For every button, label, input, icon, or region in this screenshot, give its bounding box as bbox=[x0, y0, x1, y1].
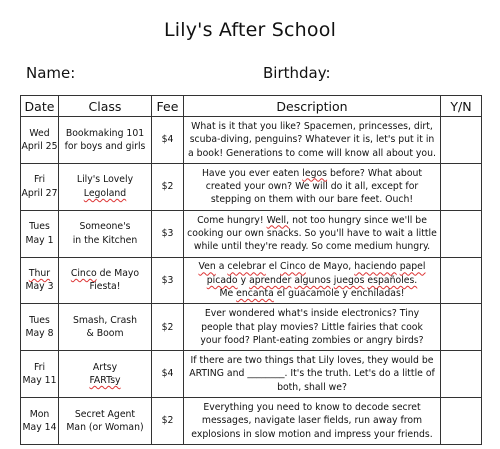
yn-checkbox-cell[interactable] bbox=[441, 163, 482, 210]
description-cell-line: cooking our own snacks. So you'll have to wait a little bbox=[187, 227, 437, 239]
date-cell-line: Wed bbox=[29, 127, 50, 139]
date-cell bbox=[21, 257, 59, 304]
description-cell-line: picado y aprender algunos juegos españoles. bbox=[206, 274, 418, 286]
name-label: Name: bbox=[26, 64, 76, 82]
description-cell-line: What is it that you like? Spacemen, princesses, dirt, bbox=[191, 120, 433, 132]
description-cell-line: scuba-diving, penguins? Whatever it is, let's put it in bbox=[189, 134, 435, 146]
description-cell bbox=[184, 304, 441, 351]
class-cell-line: Smash, Crash bbox=[72, 314, 138, 326]
fee-cell: $3 bbox=[152, 210, 184, 257]
yn-checkbox-cell[interactable] bbox=[441, 304, 482, 351]
description-cell bbox=[184, 398, 441, 445]
yn-checkbox-cell[interactable] bbox=[441, 210, 482, 257]
class-cell bbox=[59, 163, 152, 210]
description-cell-line: Everything you need to know to decode secret bbox=[203, 401, 421, 413]
date-cell-line: May 1 bbox=[25, 234, 54, 246]
date-cell-line: May 14 bbox=[22, 422, 57, 434]
date-cell-line: May 3 bbox=[25, 281, 54, 293]
date-cell-line: Tues bbox=[29, 221, 50, 233]
date-cell-line: May 8 bbox=[25, 328, 54, 340]
table-row bbox=[21, 257, 482, 304]
description-cell-line: Come hungry! Well, not too hungry since we'll be bbox=[197, 214, 427, 226]
yn-checkbox-cell[interactable] bbox=[441, 117, 482, 164]
yn-checkbox-cell[interactable] bbox=[441, 398, 482, 445]
description-cell-line: Me encanta el guacamole y enchiladas! bbox=[219, 288, 405, 300]
description-cell-line: ARTING and ________. It's the truth. Let's do a little of bbox=[189, 368, 435, 380]
description-cell bbox=[184, 257, 441, 304]
fee-cell: $3 bbox=[152, 257, 184, 304]
class-cell-line: Someone's bbox=[79, 221, 131, 233]
table-row bbox=[21, 398, 482, 445]
class-cell-line: Man (or Woman) bbox=[66, 422, 144, 434]
header-yn: Y/N bbox=[441, 96, 482, 117]
class-cell-line: for boys and girls bbox=[64, 140, 146, 152]
description-cell bbox=[184, 163, 441, 210]
class-cell bbox=[59, 257, 152, 304]
description-cell-line: a book! Generations to come will know all about you. bbox=[188, 147, 436, 159]
class-cell-line: Bookmaking 101 bbox=[65, 127, 145, 139]
date-cell-line: May 11 bbox=[22, 375, 57, 387]
date-cell bbox=[21, 398, 59, 445]
description-cell bbox=[184, 351, 441, 398]
class-cell bbox=[59, 304, 152, 351]
date-cell bbox=[21, 163, 59, 210]
document-title: Lily's After School bbox=[163, 19, 337, 41]
description-cell-line: If there are two things that Lily loves, they would be bbox=[190, 355, 434, 367]
table-row bbox=[21, 210, 482, 257]
class-cell-line: Legoland bbox=[83, 187, 127, 199]
description-cell-line: Ven a celebrar el Cinco de Mayo, haciendo papel bbox=[198, 261, 426, 273]
date-cell-line: Tues bbox=[29, 314, 50, 326]
fee-cell: $4 bbox=[152, 117, 184, 164]
date-cell bbox=[21, 117, 59, 164]
description-cell-line: stepping on them with our bare feet. Ouch! bbox=[210, 194, 414, 206]
class-cell-line: Artsy bbox=[92, 361, 118, 373]
description-cell-line: both, shall we? bbox=[277, 381, 347, 393]
class-cell bbox=[59, 210, 152, 257]
description-cell-line: created your own? We will do it all, except for bbox=[205, 181, 419, 193]
class-cell-line: Fiesta! bbox=[89, 281, 121, 293]
description-cell bbox=[184, 210, 441, 257]
date-cell-line: Fri bbox=[33, 361, 46, 373]
date-cell bbox=[21, 351, 59, 398]
description-cell bbox=[184, 117, 441, 164]
fee-cell: $2 bbox=[152, 398, 184, 445]
class-cell-line: in the Kitchen bbox=[72, 234, 138, 246]
header-description: Description bbox=[184, 96, 441, 117]
description-cell-line: while until they're ready. So come medium hungry. bbox=[193, 241, 431, 253]
header-fee: Fee bbox=[152, 96, 184, 117]
description-cell-line: Have you ever eaten legos before? What about bbox=[201, 167, 423, 179]
class-cell bbox=[59, 398, 152, 445]
table-row bbox=[21, 117, 482, 164]
fee-cell: $2 bbox=[152, 304, 184, 351]
table-row bbox=[21, 163, 482, 210]
fee-cell: $2 bbox=[152, 163, 184, 210]
date-cell-line: Mon bbox=[29, 408, 50, 420]
class-cell bbox=[59, 351, 152, 398]
description-cell-line: Ever wondered what's inside electronics? Tiny bbox=[204, 308, 420, 320]
date-cell-line: Fri bbox=[33, 174, 46, 186]
date-cell bbox=[21, 304, 59, 351]
table-row bbox=[21, 304, 482, 351]
class-cell-line: Cinco de Mayo bbox=[70, 268, 140, 280]
date-cell-line: Thur bbox=[28, 268, 51, 280]
schedule-table bbox=[20, 95, 482, 445]
yn-checkbox-cell[interactable] bbox=[441, 351, 482, 398]
class-cell-line: FARTsy bbox=[89, 375, 121, 387]
fee-cell: $4 bbox=[152, 351, 184, 398]
date-cell bbox=[21, 210, 59, 257]
description-cell-line: messages, navigate laser fields, run away from bbox=[201, 415, 423, 427]
yn-checkbox-cell[interactable] bbox=[441, 257, 482, 304]
description-cell-line: your food? Plant-eating zombies or angry birds? bbox=[200, 335, 424, 346]
header-row bbox=[21, 96, 482, 117]
class-cell bbox=[59, 117, 152, 164]
class-cell-line: & Boom bbox=[86, 328, 124, 340]
header-date: Date bbox=[21, 96, 59, 117]
description-cell-line: people that play movies? Little fairies that cook bbox=[201, 321, 423, 333]
birthday-label: Birthday: bbox=[263, 64, 331, 82]
header-class: Class bbox=[59, 96, 152, 117]
date-cell-line: April 27 bbox=[21, 187, 58, 199]
class-cell-line: Lily's Lovely bbox=[76, 174, 134, 186]
description-cell-line: explosions in slow motion and impress your friends. bbox=[191, 428, 433, 440]
class-cell-line: Secret Agent bbox=[74, 408, 136, 420]
date-cell-line: April 25 bbox=[21, 140, 58, 152]
table-row bbox=[21, 351, 482, 398]
